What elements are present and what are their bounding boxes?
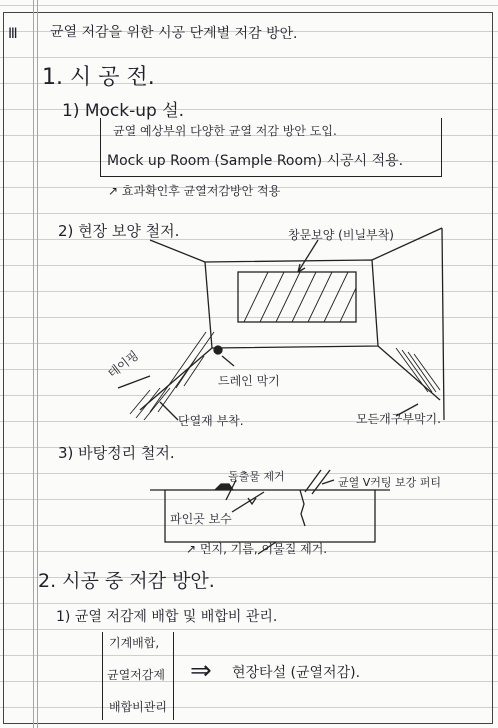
dust-arrow-icon: ↗: [186, 542, 197, 556]
note-arrow-icon: ↗: [108, 184, 119, 198]
part2-item1-label: 1) 균열 저감제 배합 및 배합비 관리.: [56, 609, 278, 625]
callout-openings: 모든개구부막기.: [356, 412, 441, 426]
part2-list-box: [102, 632, 174, 720]
item3-label: 3) 바탕정리 철저.: [58, 444, 175, 462]
callout-dust: [186, 540, 327, 557]
list-item-2: 균열저감제: [107, 668, 165, 682]
box-line1: 균열 예상부위 다양한 균열 저감 방안 도입.: [113, 124, 337, 138]
callout-insulation: 단열재 부착.: [178, 414, 244, 428]
dust-text: 먼지, 기름, 이물질 제거.: [199, 542, 328, 556]
part2-heading: 2. 시공 중 저감 방안.: [38, 570, 215, 592]
part1-heading: 1. 시 공 전.: [42, 65, 155, 90]
note-text: 효과확인후 균열저감방안 적용: [121, 184, 281, 198]
result-arrow-icon: ⇒: [190, 656, 212, 686]
section-numeral: Ⅲ: [8, 26, 18, 42]
result-text: 현장타설 (균열저감).: [232, 665, 361, 681]
callout-drain: 드레인 막기: [218, 374, 280, 388]
callout-debris: 돌출물 제거: [228, 470, 285, 483]
section-title: 균열 저감을 위한 시공 단계별 저감 방안.: [49, 23, 298, 43]
list-item-1: 기계배합,: [109, 636, 160, 650]
item2-label: 2) 현장 보양 철저.: [58, 222, 180, 240]
callout-tape: 테이핑: [105, 348, 142, 381]
list-item-3: 배합비관리: [109, 700, 167, 714]
callout-crack-fill: 균열 V커팅 보강 퍼티: [338, 476, 442, 489]
callout-window-cover: 창문보양 (비닐부착): [288, 228, 394, 242]
callout-repair: 파인곳 보수: [170, 512, 232, 526]
box-line2: Mock up Room (Sample Room) 시공시 적용.: [107, 153, 404, 169]
item1-label: 1) Mock-up 설.: [62, 101, 185, 121]
